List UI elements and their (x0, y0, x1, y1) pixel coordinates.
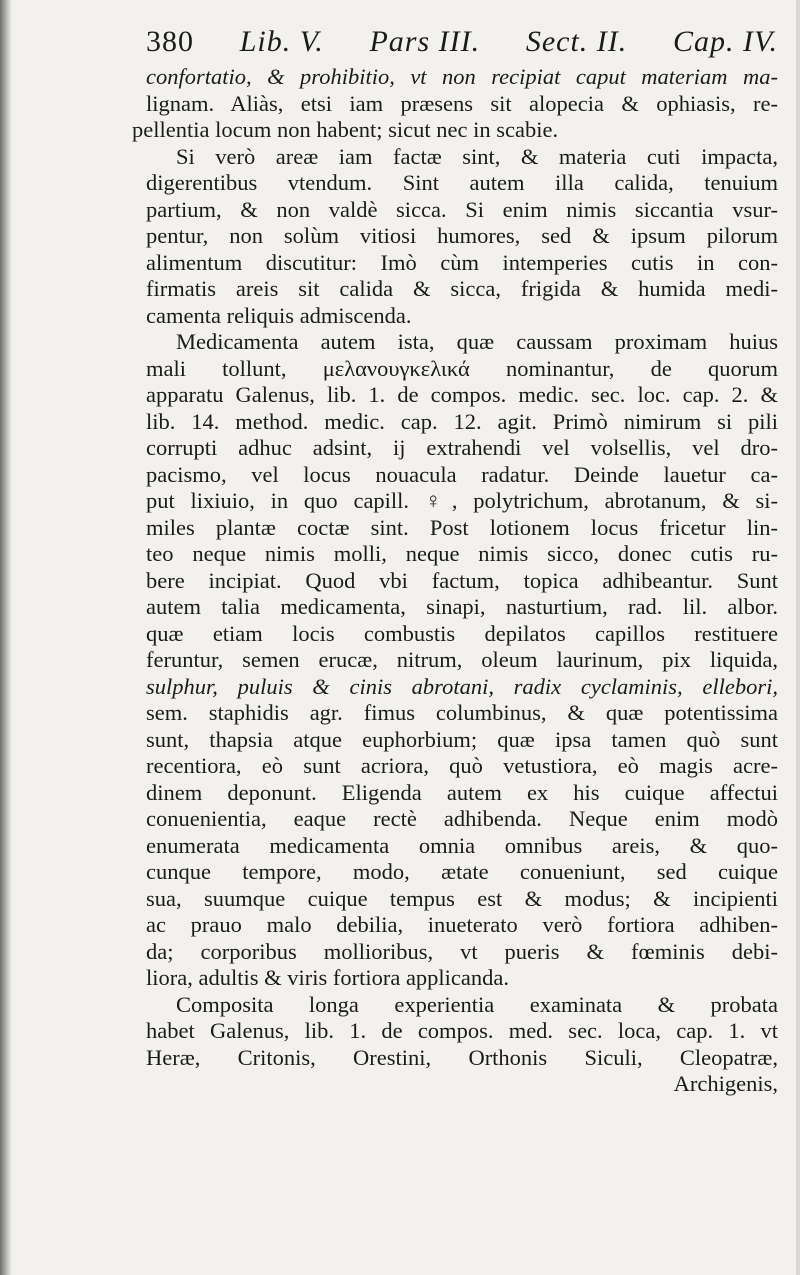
page-edge-right (796, 0, 800, 1275)
page-number: 380 (146, 25, 194, 58)
page-shadow-left (0, 0, 12, 1275)
text-line: Heræ, Critonis, Orestini, Orthonis Siculi, Cleopatræ, (146, 1044, 778, 1070)
text-line: ac prauo malo debilia, inueterato verò fortiora adhiben- (146, 912, 778, 937)
text-line: pacismo, vel locus nouacula radatur. Deinde lauetur ca- (146, 461, 778, 487)
text-line: liora, adultis & viris fortiora applicanda. (146, 965, 510, 990)
text-line: habet Galenus, lib. 1. de compos. med. sec. loca, cap. 1. vt (146, 1018, 778, 1043)
text-line: sunt, thapsia atque euphorbium; quæ ipsa tamen quò sunt (146, 726, 778, 752)
text-line: da; corporibus mollioribus, vt pueris & fœminis debi- (146, 938, 778, 964)
book-page (132, 22, 778, 1098)
text-line: conuenientia, eaque rectè adhibenda. Neque enim modò (146, 806, 778, 831)
text-line: dinem deponunt. Eligenda autem ex his cuique affectui (146, 779, 778, 805)
text-line: cunque tempore, modo, ætate conueniunt, sed cuique (146, 859, 778, 884)
text-line: lignam. Aliàs, etsi iam præsens sit alopecia & ophiasis, re- (146, 90, 778, 116)
text-line: put lixiuio, in quo capill. ♀, polytrichum, abrotanum, & si- (146, 488, 778, 513)
pars-label: Pars III. (369, 25, 481, 58)
text-line: bere incipiat. Quod vbi factum, topica adhibeantur. Sunt (146, 567, 778, 593)
running-head (146, 22, 778, 64)
catchword: Archigenis, (673, 1071, 778, 1096)
text-line: sua, suumque cuique tempus est & modus; & incipienti (146, 885, 778, 911)
text-line: sem. staphidis agr. fimus columbinus, & quæ potentissima (146, 700, 778, 725)
text-line: confortatio, & prohibitio, vt non recipiat caput materiam ma- (146, 64, 778, 89)
text-line: enumerata medicamenta omnia omnibus areis, & quo- (146, 832, 778, 858)
text-line: sulphur, puluis & cinis abrotani, radix cyclaminis, ellebori, (146, 673, 778, 699)
text-line: alimentum discutitur: Imò cùm intemperies cutis in con- (146, 249, 778, 275)
text-line: miles plantæ coctæ sint. Post lotionem locus fricetur lin- (146, 514, 778, 540)
sectio-label: Sect. II. (525, 25, 628, 58)
text-line: digerentibus vtendum. Sint autem illa calida, tenuium (146, 170, 778, 195)
liber-label: Lib. V. (239, 25, 324, 58)
paragraph-start: Medicamenta autem ista, quæ caussam proximam huius (176, 329, 778, 354)
paragraph-start: Composita longa experientia examinata & probata (176, 991, 778, 1017)
text-line: corrupti adhuc adsint, ij extrahendi vel volsellis, vel dro- (146, 435, 778, 460)
text-line: recentiora, eò sunt acriora, quò vetustiora, eò magis acre- (146, 753, 778, 778)
paragraph-start: Si verò areæ iam factæ sint, & materia cuti impacta, (176, 143, 778, 169)
text-line: pentur, non solùm vitiosi humores, sed & ipsum pilorum (146, 223, 778, 248)
text-line: pellentia locum non habent; sicut nec in scabie. (132, 117, 559, 142)
text-line: lib. 14. method. medic. cap. 12. agit. Primò nimirum si pili (146, 408, 778, 434)
text-line: firmatis areis sit calida & sicca, frigida & humida medi- (146, 276, 778, 301)
text-line: autem talia medicamenta, sinapi, nasturtium, rad. lil. albor. (146, 594, 778, 619)
text-line: feruntur, semen erucæ, nitrum, oleum laurinum, pix liquida, (146, 647, 778, 672)
text-line: quæ etiam locis combustis depilatos capillos restituere (146, 620, 778, 646)
text-line: mali tollunt, μελανουγκελικά nominantur, de quorum (146, 355, 778, 381)
text-line: camenta reliquis admiscenda. (146, 302, 412, 328)
text-line: apparatu Galenus, lib. 1. de compos. medic. sec. loc. cap. 2. & (146, 382, 778, 407)
text-line: partium, & non valdè sicca. Si enim nimis siccantia vsur- (146, 196, 778, 222)
text-line: teo neque nimis molli, neque nimis sicco, donec cutis ru- (146, 541, 778, 566)
caput-label: Cap. IV. (673, 25, 778, 58)
body-text (132, 64, 778, 1098)
